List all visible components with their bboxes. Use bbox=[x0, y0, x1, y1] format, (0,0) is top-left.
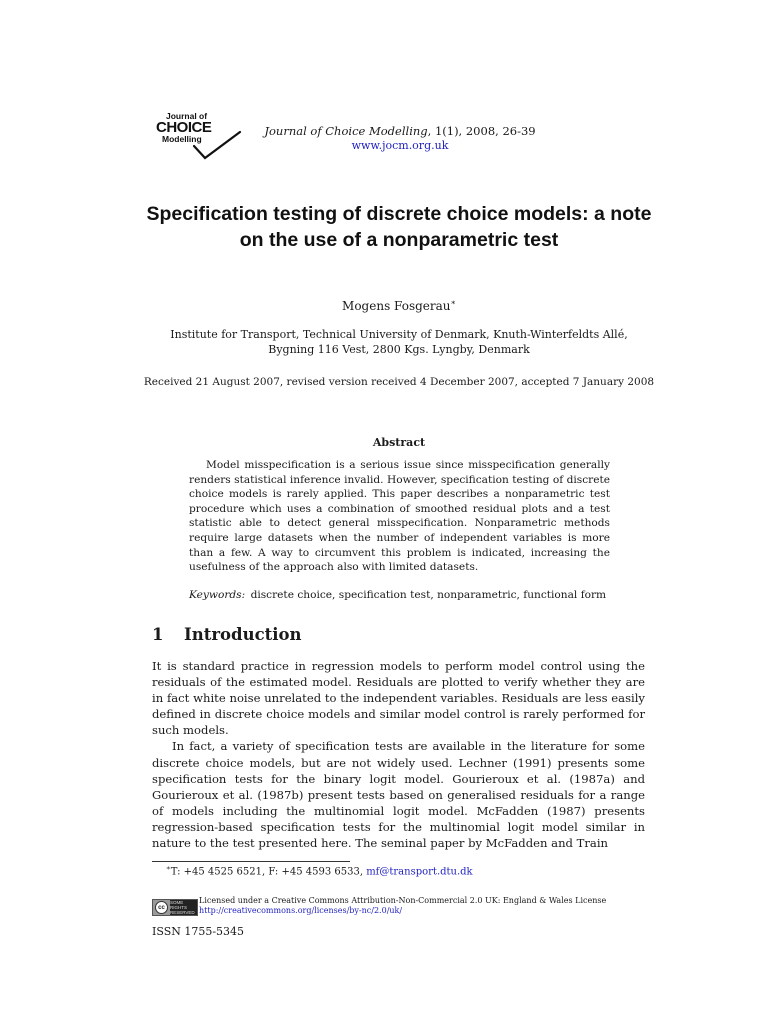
affiliation: Institute for Transport, Technical University of Denmark, Knuth-Winterfeldts Allé, Bygning 116 Vest, 2800 Kgs. Lyngby, Denmark bbox=[170, 328, 628, 356]
section-number: 1 bbox=[152, 625, 164, 644]
journal-name: Journal of Choice Modelling bbox=[264, 124, 428, 138]
footnote bbox=[166, 864, 473, 877]
logo-swoosh-icon bbox=[150, 112, 242, 164]
keywords bbox=[189, 589, 619, 601]
license-text: Licensed under a Creative Commons Attribution-Non-Commercial 2.0 UK: England & Wales License bbox=[199, 896, 607, 905]
journal-volume: , 1(1), 2008, 26-39 bbox=[427, 124, 536, 138]
keywords-list: discrete choice, specification test, nonparametric, functional form bbox=[250, 589, 607, 601]
footnote-divider bbox=[152, 861, 350, 862]
section-title: Introduction bbox=[184, 625, 302, 644]
journal-citation bbox=[250, 124, 550, 138]
logo-journal-of: Journal of bbox=[166, 111, 208, 121]
cc-badge-strip: SOME RIGHTS RESERVED bbox=[170, 900, 197, 915]
author bbox=[0, 298, 768, 313]
footnote-mark: ∗ bbox=[166, 864, 171, 872]
paragraph: It is standard practice in regression models to perform model control using the residuals of the estimated model. Residuals are plotted to verify whether they are in fact white noise unrelated to the independent variables. Residuals are less easily defined in discrete choice models and similar model control is rarely performed for such models. bbox=[152, 659, 645, 738]
journal-logo bbox=[150, 112, 242, 164]
paragraph: In fact, a variety of specification tests are available in the literature for some discrete choice models, but are not widely used. Lechner (1991) presents some specification tests for the binary logit model. Gourieroux et al. (1987a) and Gourieroux et al. (1987b) present tests based on generalised residuals for a range of models including the multinomial logit model. McFadden (1987) presents regression-based specification tests for the multinomial logit model similar in nature to the test presented here. The seminal paper by McFadden and Train bbox=[152, 739, 645, 851]
abstract-heading: Abstract bbox=[372, 436, 426, 449]
author-name: Mogens Fosgerau bbox=[342, 299, 451, 313]
paper-title: Specification testing of discrete choice models: a note on the use of a nonparametric test bbox=[146, 203, 652, 251]
journal-url[interactable]: www.jocm.org.uk bbox=[351, 139, 449, 152]
section-body bbox=[152, 658, 645, 851]
author-email-link[interactable]: mf@transport.dtu.dk bbox=[366, 866, 473, 878]
license-url[interactable]: http://creativecommons.org/licenses/by-nc/2.0/uk/ bbox=[199, 906, 403, 915]
issn: ISSN 1755-5345 bbox=[152, 925, 245, 938]
abstract-text: Model misspecification is a serious issue since misspecification generally renders statistical inference invalid. However, specification testing of discrete choice models is rarely applied. This paper describes a nonparametric test procedure which uses a combination of smoothed residual plots and a test statistic able to detect general misspecification. Nonparametric methods require large datasets when the number of independent variables is more than a few. A way to circumvent this problem is indicated, increasing the usefulness of the approach also with limited datasets. bbox=[189, 459, 610, 574]
cc-license-badge[interactable] bbox=[152, 899, 198, 916]
keywords-label: Keywords: bbox=[189, 589, 246, 601]
license-note bbox=[199, 896, 606, 916]
section-heading bbox=[152, 625, 302, 644]
submission-dates: Received 21 August 2007, revised version received 4 December 2007, accepted 7 January 2008 bbox=[143, 376, 655, 388]
cc-icon: cc bbox=[155, 901, 168, 914]
footnote-text: T: +45 4525 6521, F: +45 4593 6533, bbox=[170, 866, 367, 878]
logo-choice: CHOICE bbox=[156, 119, 212, 136]
author-footnote-mark[interactable]: ∗ bbox=[450, 298, 456, 307]
logo-modelling: Modelling bbox=[162, 134, 202, 144]
